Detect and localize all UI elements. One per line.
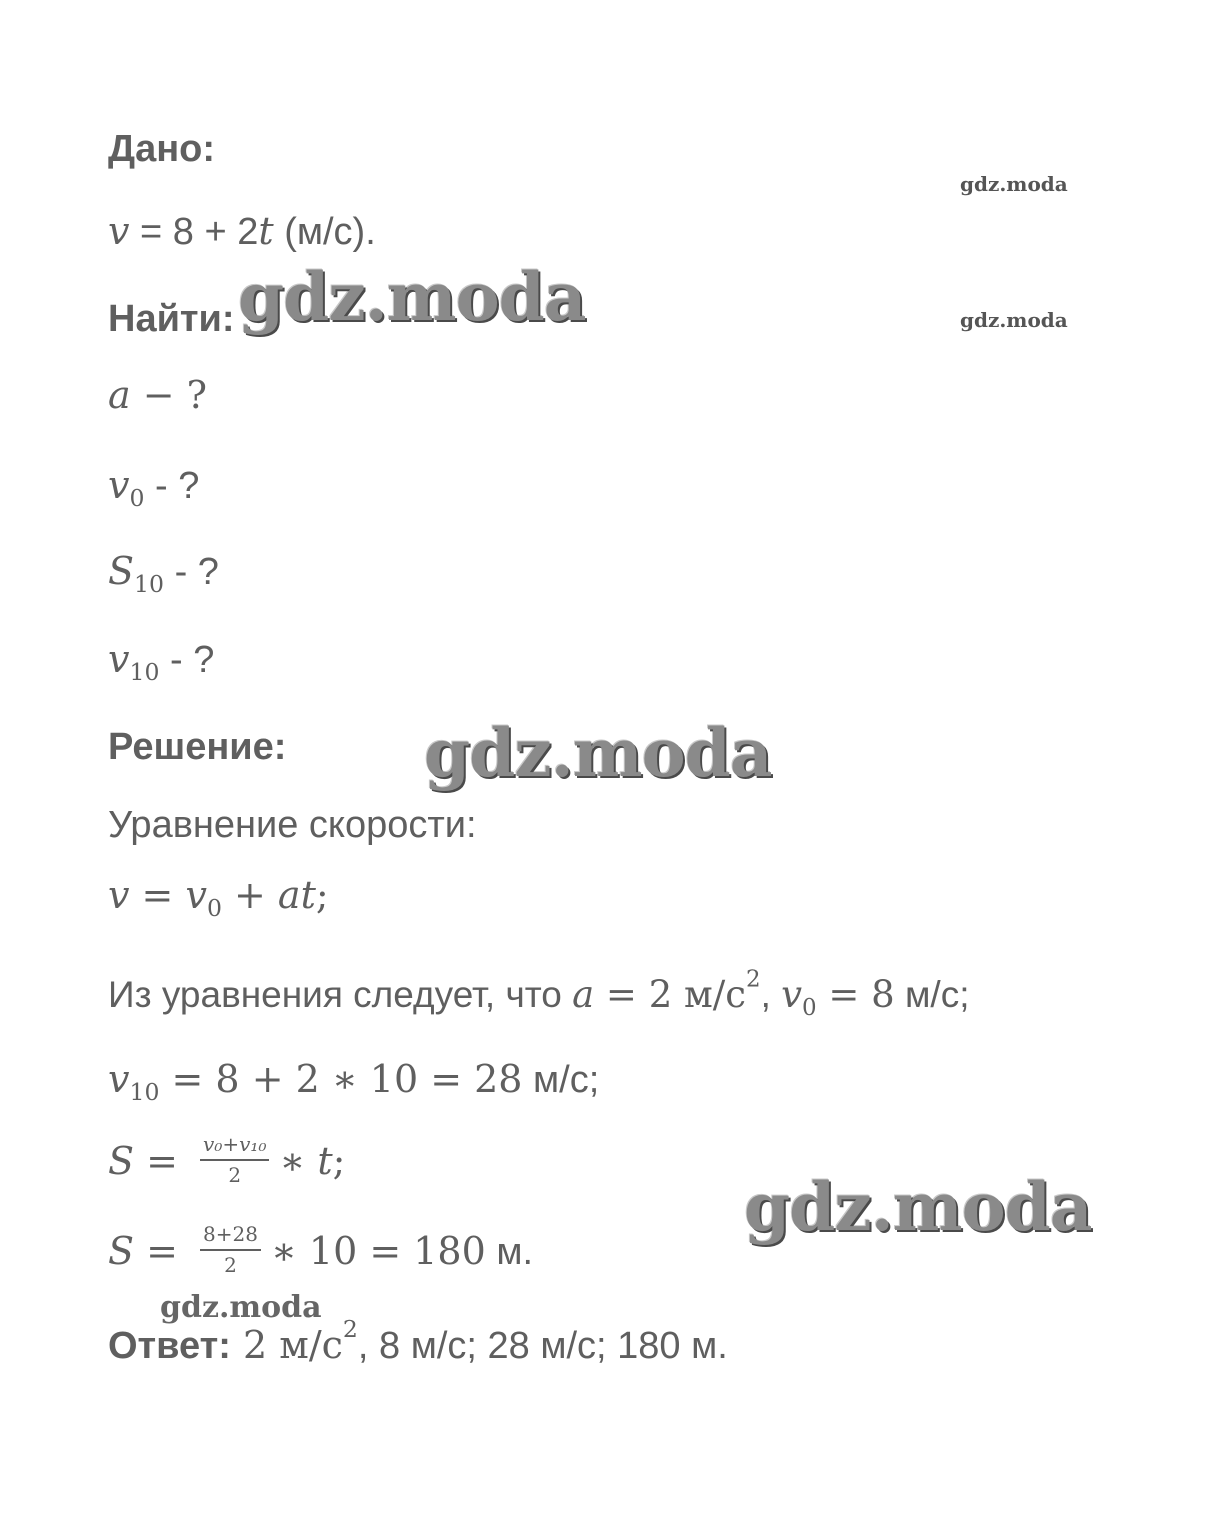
- solution-from-equation: Из уравнения следует, что a = 2 $м/с^2$, $v_0 = 8$ м/с;: [108, 966, 970, 1022]
- solution-velocity-equation: $v = v_0$ + at;: [108, 873, 329, 923]
- find-a: a − ?: [108, 373, 208, 417]
- given-heading: Дано:: [108, 128, 216, 170]
- watermark: gdz.moda: [960, 308, 1068, 332]
- watermark: gdz.moda: [424, 714, 772, 792]
- watermark: gdz.moda: [960, 172, 1068, 196]
- watermark: gdz.moda: [160, 1290, 322, 1325]
- find-v10: $v_{10}$ - ?: [108, 637, 215, 687]
- find-heading: Найти:: [108, 298, 235, 340]
- s-value-fraction: $\frac{8+28}{2}$: [200, 1222, 261, 1278]
- solution-text-velocity: Уравнение скорости:: [108, 804, 477, 846]
- watermark: gdz.moda: [238, 258, 586, 336]
- given-equation: v = 8 + 2t (м/с).: [108, 209, 376, 253]
- find-s10: $S_{10}$ - ?: [108, 549, 219, 599]
- find-v0: $v_0$ - ?: [108, 463, 200, 513]
- solution-s-formula: S = $\frac{\text{v₀+v₁₀}}{2}$ ∗ t;: [108, 1132, 346, 1187]
- s-fraction: $\frac{\text{v₀+v₁₀}}{2}$: [200, 1132, 269, 1188]
- solution-s-value: S = $\frac{8+28}{2}$ ∗ 10 = 180 м.: [108, 1222, 534, 1277]
- solution-v10: $v_{10} = 8 + 2$ ∗ 10 = 28 м/с;: [108, 1057, 600, 1107]
- answer: Ответ: 2 $м/с^2$, 8 м/с; 28 м/с; 180 м.: [108, 1314, 728, 1367]
- solution-heading: Решение:: [108, 726, 287, 768]
- watermark: gdz.moda: [744, 1168, 1092, 1246]
